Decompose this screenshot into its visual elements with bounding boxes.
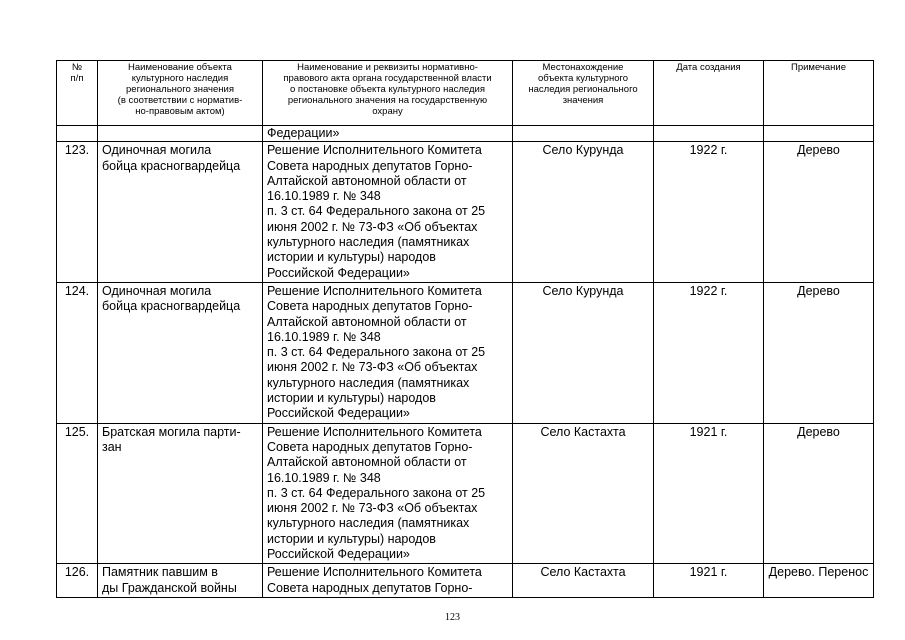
object-location: Село Кастахта	[513, 423, 654, 564]
heritage-registry-table	[56, 60, 874, 598]
text-line: Совета народных депутатов Горно-	[267, 439, 473, 454]
legal-act	[263, 564, 513, 598]
row-number: 124.	[57, 282, 98, 423]
text-line: культурного наследия	[131, 73, 229, 84]
row-note: Дерево	[764, 423, 874, 564]
object-name	[98, 423, 263, 564]
text-line: Решение Исполнительного Комитета	[267, 565, 482, 580]
row-number: 126.	[57, 564, 98, 598]
header-location	[513, 61, 654, 126]
creation-date: 1922 г.	[654, 142, 764, 283]
text-line: №	[71, 62, 83, 73]
legal-act	[263, 423, 513, 564]
text-line: 16.10.1989 г. № 348	[267, 189, 381, 204]
text-line: июня 2002 г. № 73-ФЗ «Об объектах	[267, 501, 478, 516]
text-line: Решение Исполнительного Комитета	[267, 283, 482, 298]
object-location: Село Курунда	[513, 142, 654, 283]
text-line: регионального значения	[126, 84, 234, 95]
text-line: объекта культурного	[537, 73, 629, 84]
text-line: Алтайской автономной области от	[267, 455, 467, 470]
header-name	[98, 61, 263, 126]
text-line: июня 2002 г. № 73-ФЗ «Об объектах	[267, 219, 478, 234]
text-line: Примечание	[791, 62, 846, 73]
text-line: Алтайской автономной области от	[267, 314, 467, 329]
text-line: охрану	[372, 106, 403, 117]
object-name	[98, 564, 263, 598]
text-line: Местонахождение	[542, 62, 624, 73]
row-note: Дерево	[764, 282, 874, 423]
text-line: Алтайской автономной области от	[267, 173, 467, 188]
text-line: п. 3 ст. 64 Федерального закона от 25	[267, 204, 486, 219]
text-line: Одиночная могила	[102, 143, 212, 158]
row-number: 123.	[57, 142, 98, 283]
text-line: Совета народных депутатов Горно-	[267, 299, 473, 314]
creation-date: 1921 г.	[654, 564, 764, 598]
text-line: Решение Исполнительного Комитета	[267, 143, 482, 158]
text-line: бойца красногвардейца	[102, 299, 241, 314]
text-line: культурного наследия (памятниках	[267, 375, 470, 390]
header-date	[654, 61, 764, 126]
text-line: Братская могила парти-	[102, 424, 241, 439]
continuation-row	[57, 126, 874, 142]
legal-act	[263, 282, 513, 423]
table-row	[57, 564, 874, 598]
header-note	[764, 61, 874, 126]
text-line: бойца красногвардейца	[102, 158, 241, 173]
text-line: значения	[562, 95, 604, 106]
text-line: п. 3 ст. 64 Федерального закона от 25	[267, 345, 486, 360]
text-line: Дата создания	[676, 62, 741, 73]
header-row	[57, 61, 874, 126]
text-line: истории и культуры) народов	[267, 531, 436, 546]
text-line: Российской Федерации»	[267, 265, 410, 280]
text-line: истории и культуры) народов	[267, 250, 436, 265]
text-line: культурного наследия (памятниках	[267, 235, 470, 250]
continuation-act-text: Федерации»	[263, 126, 513, 142]
text-line: но-правовым актом)	[135, 106, 225, 117]
text-line: о постановке объекта культурного наследия	[290, 84, 485, 95]
row-number: 125.	[57, 423, 98, 564]
table-row	[57, 142, 874, 283]
text-line: Решение Исполнительного Комитета	[267, 424, 482, 439]
text-line: Наименование и реквизиты нормативно-	[297, 62, 478, 73]
text-line: июня 2002 г. № 73-ФЗ «Об объектах	[267, 360, 478, 375]
header-num	[57, 61, 98, 126]
text-line: п. 3 ст. 64 Федерального закона от 25	[267, 485, 486, 500]
row-note: Дерево. Перенос	[764, 564, 874, 598]
object-name	[98, 142, 263, 283]
table-row	[57, 282, 874, 423]
text-line: Наименование объекта	[128, 62, 232, 73]
page-number: 123	[445, 612, 460, 623]
creation-date: 1921 г.	[654, 423, 764, 564]
text-line: Памятник павшим в	[102, 565, 218, 580]
text-line: п/п	[70, 73, 84, 84]
text-line: (в соответствии с норматив-	[117, 95, 243, 106]
text-line: Российской Федерации»	[267, 547, 410, 562]
text-line: 16.10.1989 г. № 348	[267, 470, 381, 485]
text-line: правового акта органа государственной власти	[283, 73, 492, 84]
text-line: истории и культуры) народов	[267, 391, 436, 406]
table-row	[57, 423, 874, 564]
text-line: Совета народных депутатов Горно-	[267, 158, 473, 173]
text-line: регионального значения на государственную	[287, 95, 488, 106]
creation-date: 1922 г.	[654, 282, 764, 423]
object-location: Село Курунда	[513, 282, 654, 423]
text-line: наследия регионального	[528, 84, 638, 95]
text-line: Одиночная могила	[102, 283, 212, 298]
text-line: ды Гражданской войны	[102, 580, 237, 595]
legal-act	[263, 142, 513, 283]
text-line: Российской Федерации»	[267, 406, 410, 421]
object-location: Село Кастахта	[513, 564, 654, 598]
text-line: зан	[102, 439, 122, 454]
text-line: культурного наследия (памятниках	[267, 516, 470, 531]
header-act	[263, 61, 513, 126]
text-line: 16.10.1989 г. № 348	[267, 329, 381, 344]
text-line: Совета народных депутатов Горно-	[267, 580, 473, 595]
row-note: Дерево	[764, 142, 874, 283]
object-name	[98, 282, 263, 423]
